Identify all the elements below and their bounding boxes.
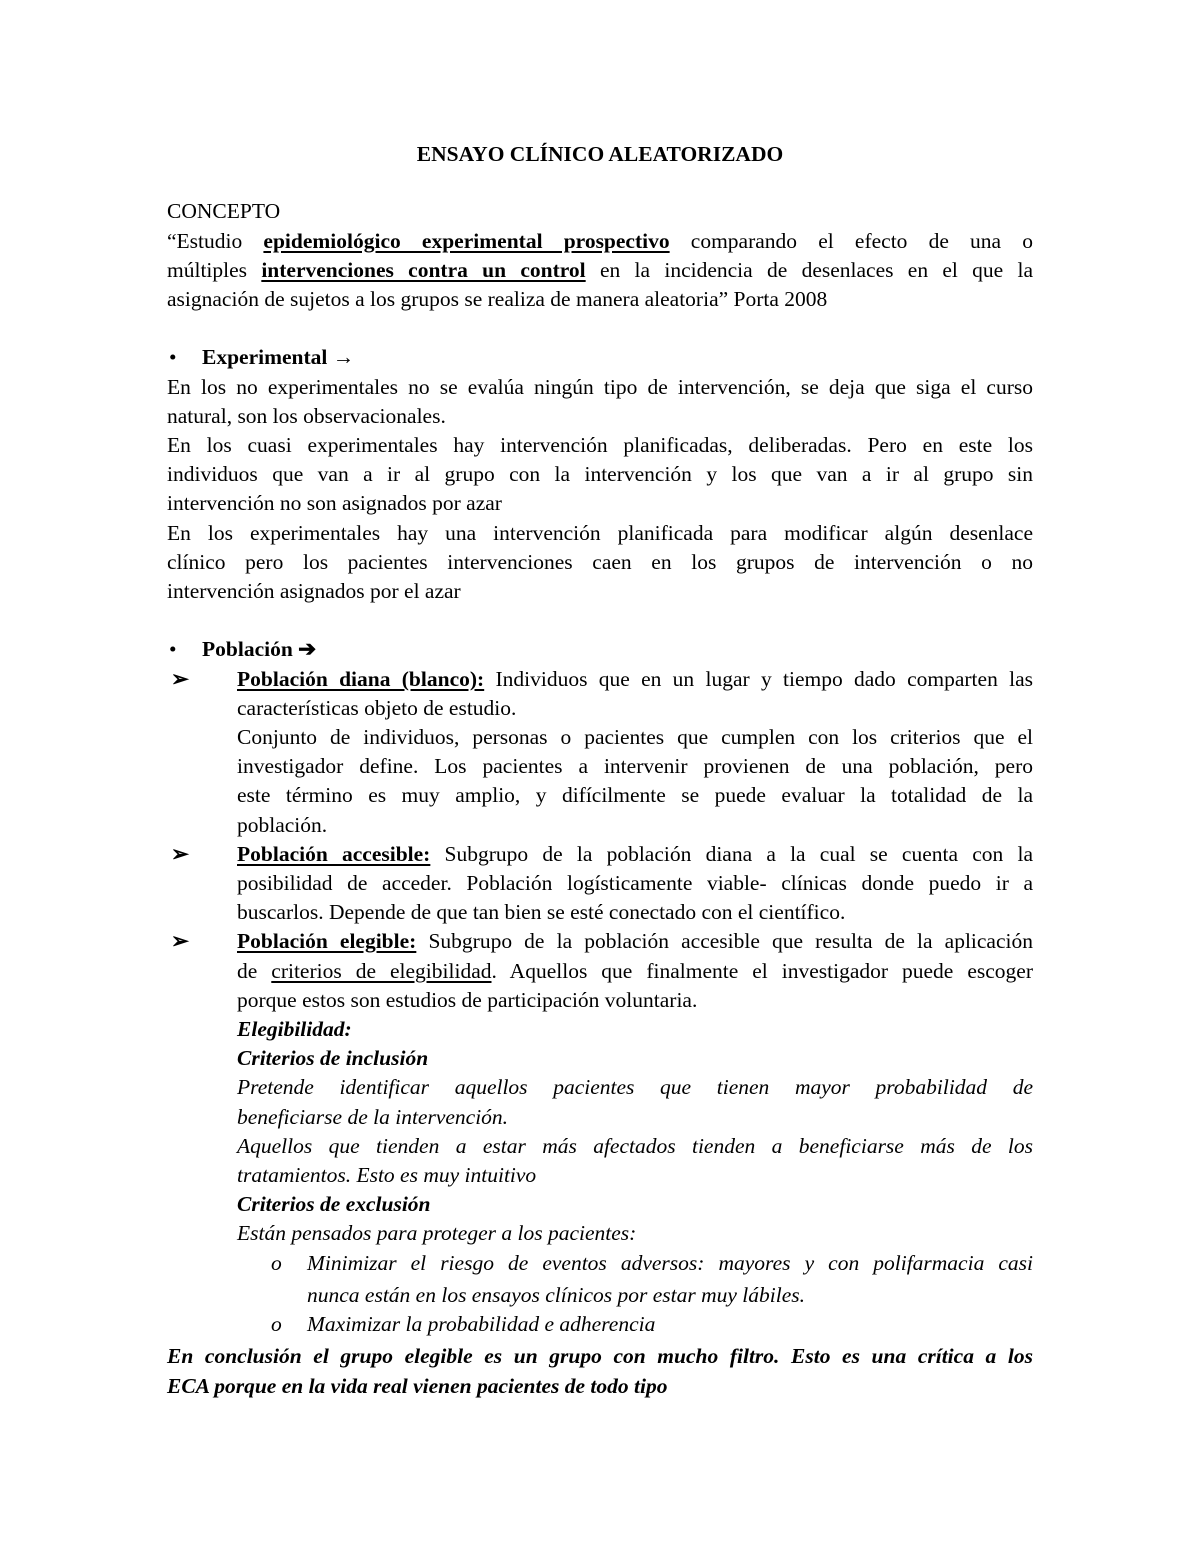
paragraph-line: características objeto de estudio. xyxy=(237,696,517,720)
arrow-right-icon: → xyxy=(332,345,355,369)
paragraph-line: tratamientos. Esto es muy intuitivo xyxy=(237,1163,537,1187)
paragraph-line: investigador define. Los pacientes a intervenir provienen de una población, pero xyxy=(237,754,1033,778)
elegibilidad-heading: Elegibilidad: xyxy=(237,1017,352,1041)
text-run: en la incidencia de desenlaces en el que la xyxy=(585,258,1034,282)
paragraph-line: porque estos son estudios de participación voluntaria. xyxy=(237,988,698,1012)
conclusion-line: En conclusión el grupo elegible es un grupo con mucho filtro. Esto es una crítica a los xyxy=(167,1344,1033,1368)
bullet-icon: • xyxy=(169,345,177,369)
concepto-line-2 xyxy=(167,255,1033,285)
text-run: “Estudio xyxy=(167,229,264,253)
experimental-heading xyxy=(202,342,354,372)
bullet-icon: • xyxy=(169,637,177,661)
paragraph-line: buscarlos. Depende de que tan bien se esté conectado con el científico. xyxy=(237,900,846,924)
paragraph-line: Pretende identificar aquellos pacientes que tienen mayor probabilidad de xyxy=(237,1075,1033,1099)
text-run: Individuos que en un lugar y tiempo dado comparten las xyxy=(484,667,1034,691)
poblacion-heading xyxy=(202,634,316,664)
underlined-term: criterios de elegibilidad xyxy=(271,959,492,983)
paragraph-line: En los cuasi experimentales hay intervención planificadas, deliberadas. Pero en este los xyxy=(167,433,1033,457)
paragraph-line: Conjunto de individuos, personas o pacientes que cumplen con los criterios que el xyxy=(237,725,1033,749)
concepto-line-3: asignación de sujetos a los grupos se realiza de manera aleatoria” Porta 2008 xyxy=(167,287,828,311)
inclusion-heading: Criterios de inclusión xyxy=(237,1046,429,1070)
paragraph-line: clínico pero los pacientes intervenciones caen en los grupos de intervención o no xyxy=(167,550,1033,574)
paragraph-line: En los no experimentales no se evalúa ningún tipo de intervención, se deja que siga el curso xyxy=(167,375,1033,399)
list-item: Minimizar el riesgo de eventos adversos: mayores y con polifarmacia casi xyxy=(307,1251,1033,1275)
text-run: comparando el efecto de una o xyxy=(669,229,1034,253)
concepto-heading: CONCEPTO xyxy=(167,199,281,223)
diana-line-1 xyxy=(237,664,1033,694)
document-title: ENSAYO CLÍNICO ALEATORIZADO xyxy=(416,142,784,166)
accesible-line-1 xyxy=(237,839,1033,869)
arrow-right-icon: ➔ xyxy=(298,637,317,661)
paragraph-line: intervención asignados por el azar xyxy=(167,579,461,603)
accesible-label: Población accesible: xyxy=(237,842,431,866)
elegible-label: Población elegible: xyxy=(237,929,417,953)
circle-bullet-icon: o xyxy=(271,1251,282,1275)
text-run: Subgrupo de la población accesible que resulta de la aplicación xyxy=(416,929,1033,953)
paragraph-line: individuos que van a ir al grupo con la intervención y los que van a ir al grupo sin xyxy=(167,462,1033,486)
concepto-line-1 xyxy=(167,226,1033,256)
paragraph-line: beneficiarse de la intervención. xyxy=(237,1105,509,1129)
underlined-term: epidemiológico experimental prospectivo xyxy=(263,229,670,253)
paragraph-line: intervención no son asignados por azar xyxy=(167,491,502,515)
paragraph-line: población. xyxy=(237,813,328,837)
paragraph-line: este término es muy amplio, y difícilmente se puede evaluar la totalidad de la xyxy=(237,783,1033,807)
text-run: Subgrupo de la población diana a la cual se cuenta con la xyxy=(430,842,1033,866)
conclusion-line: ECA porque en la vida real vienen pacientes de todo tipo xyxy=(167,1374,668,1398)
elegible-line-2 xyxy=(237,956,1033,986)
text-run: . Aquellos que finalmente el investigador puede escoger xyxy=(491,959,1033,983)
paragraph-line: natural, son los observacionales. xyxy=(167,404,446,428)
list-item: Maximizar la probabilidad e adherencia xyxy=(307,1312,656,1336)
list-item: nunca están en los ensayos clínicos por estar muy lábiles. xyxy=(307,1283,806,1307)
text-run: de xyxy=(237,959,272,983)
elegible-line-1 xyxy=(237,926,1033,956)
underlined-term: intervenciones contra un control xyxy=(261,258,586,282)
paragraph-line: Aquellos que tienden a estar más afectados tienden a beneficiarse más de los xyxy=(237,1134,1033,1158)
experimental-label: Experimental xyxy=(202,345,328,369)
poblacion-label: Población xyxy=(202,637,293,661)
paragraph-line: Están pensados para proteger a los pacientes: xyxy=(237,1221,637,1245)
text-run: múltiples xyxy=(167,258,262,282)
arrowhead-bullet-icon: ➢ xyxy=(171,667,190,691)
arrowhead-bullet-icon: ➢ xyxy=(171,842,190,866)
paragraph-line: En los experimentales hay una intervención planificada para modificar algún desenlace xyxy=(167,521,1033,545)
circle-bullet-icon: o xyxy=(271,1312,282,1336)
arrowhead-bullet-icon: ➢ xyxy=(171,929,190,953)
paragraph-line: posibilidad de acceder. Población logísticamente viable- clínicas donde puedo ir a xyxy=(237,871,1033,895)
exclusion-heading: Criterios de exclusión xyxy=(237,1192,431,1216)
diana-label: Población diana (blanco): xyxy=(237,667,485,691)
